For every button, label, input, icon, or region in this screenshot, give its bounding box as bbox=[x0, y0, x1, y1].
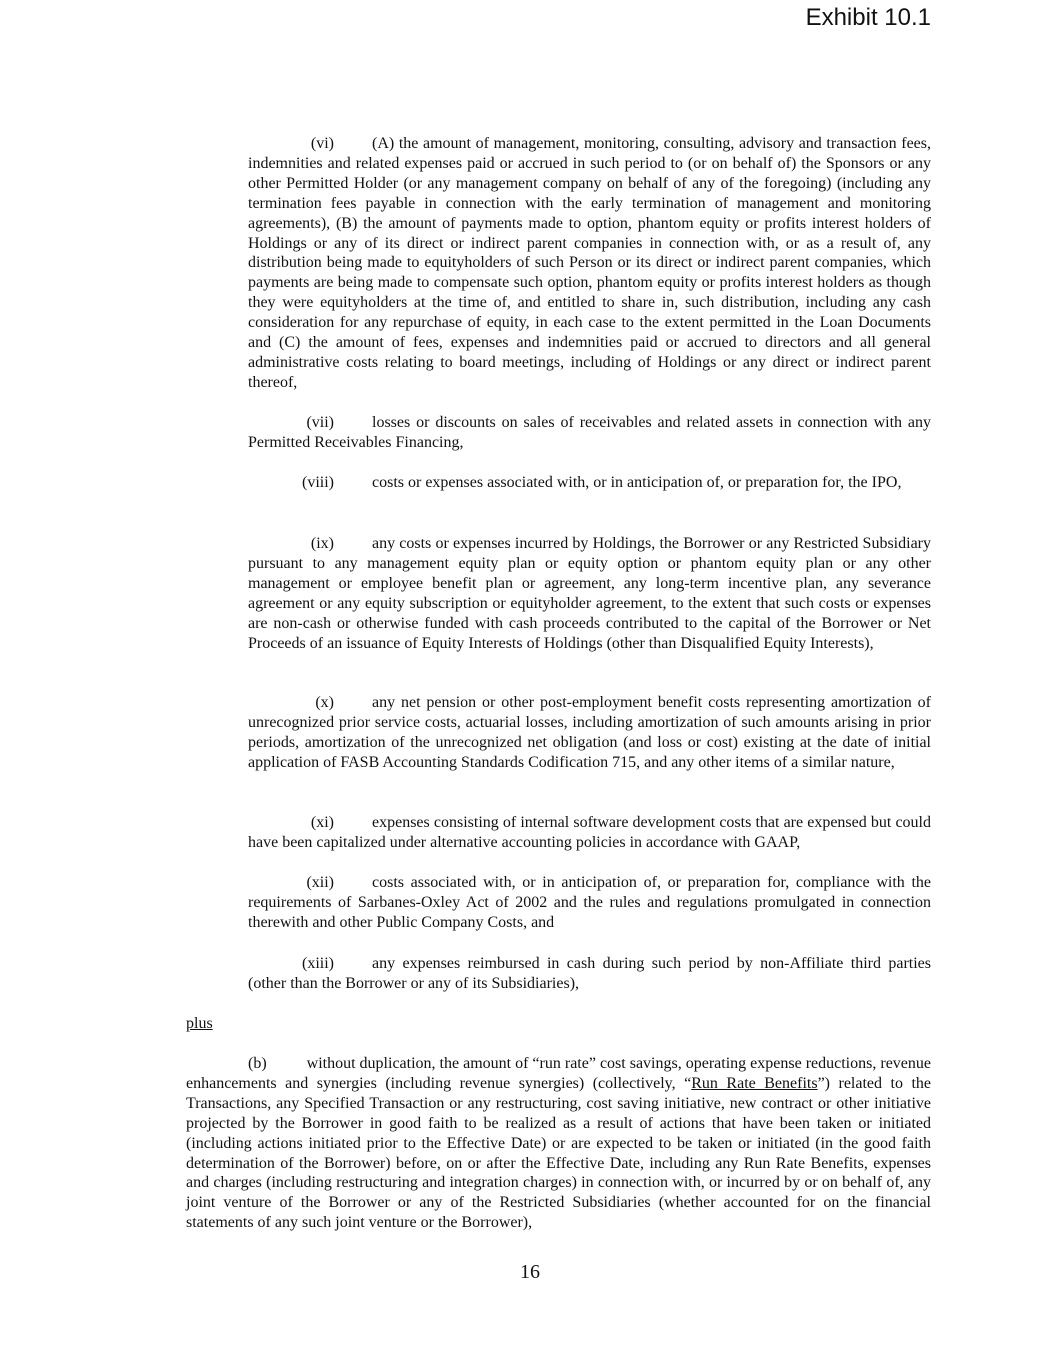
item-number: (xiii) bbox=[302, 955, 334, 972]
list-item-xi bbox=[248, 813, 931, 853]
item-text: costs associated with, or in anticipation of, or preparation for, compliance with the requirements of Sarbanes-Oxley Act of 2002 and the rules and regulations promulgated in connection therewith and other Public Company Costs, and bbox=[248, 874, 931, 931]
paragraph-b bbox=[186, 1054, 931, 1233]
item-number: (x) bbox=[315, 694, 334, 711]
paragraph-b-number: (b) bbox=[248, 1055, 267, 1072]
item-number: (xi) bbox=[310, 814, 334, 831]
page-number: 16 bbox=[520, 1261, 540, 1283]
item-text: (A) the amount of management, monitoring, consulting, advisory and transaction fees, indemnities and related expenses paid or accrued in such period to (or on behalf of) the Sponsors or any other Permitted Holder (or any management company on behalf of any of the foregoing) (including any termination fees payable in connection with the early termination of management and monitoring agreements), (B) the amount of payments made to option, phantom equity or profits interest holders of Holdings or any of its direct or indirect parent companies in connection with, or as a result of, any distribution being made to equityholders of such Person or its direct or indirect parent companies, which payments are being made to compensate such option, phantom equity or profits interest holders as though they were equityholders at the time of, and entitled to share in, such distribution, including any cash consideration for any repurchase of equity, in each case to the extent permitted in the Loan Documents and (C) the amount of fees, expenses and indemnities paid or accrued to directors and all general administrative costs relating to board meetings, including of Holdings or any direct or indirect parent thereof, bbox=[248, 135, 931, 391]
list-item-xiii bbox=[248, 954, 931, 994]
list-item-ix bbox=[248, 534, 931, 653]
item-number: (ix) bbox=[310, 535, 334, 552]
list-item-xii bbox=[248, 873, 931, 933]
item-number: (viii) bbox=[302, 474, 334, 491]
list-item-viii bbox=[248, 473, 931, 493]
list-item-vi bbox=[248, 134, 931, 393]
list-item-x bbox=[248, 693, 931, 773]
item-number: (vi) bbox=[310, 135, 334, 152]
list-item-vii bbox=[248, 413, 931, 453]
item-text: expenses consisting of internal software development costs that are expensed but could have been capitalized under alternative accounting policies in accordance with GAAP, bbox=[248, 814, 931, 851]
item-number: (xii) bbox=[306, 874, 334, 891]
item-text: any expenses reimbursed in cash during such period by non-Affiliate third parties (other than the Borrower or any of its Subsidiaries), bbox=[248, 955, 931, 992]
item-number: (vii) bbox=[306, 414, 334, 431]
defined-term-run-rate-benefits: Run Rate Benefits bbox=[691, 1074, 818, 1092]
paragraph-b-text-end: ”) related to the Transactions, any Specified Transaction or any restructuring, cost saving initiative, new contract or other initiative projected by the Borrower in good faith to be realized as a result of actions that have been taken or initiated (including actions initiated prior to the Effective Date) or are expected to be taken or initiated (in the good faith determination of the Borrower) before, on or after the Effective Date, including any Run Rate Benefits, expenses and charges (including restructuring and integration charges) in connection with, or incurred by or on behalf of, any joint venture of the Borrower or any of the Restricted Subsidiaries (whether accounted for on the financial statements of any such joint venture or the Borrower), bbox=[186, 1074, 932, 1232]
item-text: costs or expenses associated with, or in anticipation of, or preparation for, the IPO, bbox=[372, 474, 902, 491]
exhibit-label: Exhibit 10.1 bbox=[805, 4, 931, 31]
paragraph-b-text-start: without duplication, the amount of “run rate” cost savings, operating expense reductions, revenue enhancements and synergies (including revenue synergies) (collectively, “ bbox=[186, 1055, 931, 1092]
item-text: any costs or expenses incurred by Holdings, the Borrower or any Restricted Subsidiary pursuant to any management equity plan or equity option or phantom equity plan or any other management or employee benefit plan or agreement, any long-term incentive plan, any severance agreement or any equity subscription or equityholder agreement, to the extent that such costs or expenses are non-cash or otherwise funded with cash proceeds contributed to the capital of the Borrower or Net Proceeds of an issuance of Equity Interests of Holdings (other than Disqualified Equity Interests), bbox=[248, 535, 931, 652]
item-text: losses or discounts on sales of receivables and related assets in connection with any Permitted Receivables Financing, bbox=[248, 414, 931, 451]
item-text: any net pension or other post-employment benefit costs representing amortization of unrecognized prior service costs, actuarial losses, including amortization of such amounts arising in prior periods, amortization of the unrecognized net obligation (and loss or cost) existing at the date of initial application of FASB Accounting Standards Codification 715, and any other items of a similar nature, bbox=[248, 694, 931, 771]
plus-label: plus bbox=[186, 1015, 213, 1032]
